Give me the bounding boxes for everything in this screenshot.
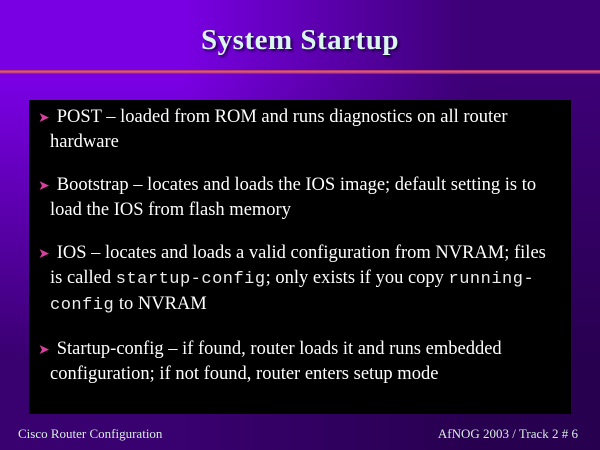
slide-title: System Startup <box>201 24 399 56</box>
bullet-item-ios <box>38 241 559 318</box>
inline-code-running-config: running-config <box>50 270 535 315</box>
bullet-text: Startup-config – if found, router loads it and runs embedded configuration; if not found, router enters setup mode <box>50 339 502 384</box>
arrow-bullet-icon: ➤ <box>38 178 50 194</box>
bullet-item-post <box>38 105 559 154</box>
bullet-text: ; only exists if you copy <box>265 268 449 288</box>
arrow-bullet-icon: ➤ <box>38 246 50 262</box>
arrow-bullet-icon: ➤ <box>38 110 50 126</box>
bullet-text: Bootstrap – locates and loads the IOS image; default setting is to load the IOS from flash memory <box>50 175 537 220</box>
footer-right-label: AfNOG 2003 / Track 2 # 6 <box>437 426 578 441</box>
bullet-item-startup-config <box>38 337 559 386</box>
inline-code-startup-config: startup-config <box>115 270 266 289</box>
arrow-bullet-icon: ➤ <box>38 342 50 358</box>
bullet-item-bootstrap <box>38 173 559 222</box>
bullet-text: POST – loaded from ROM and runs diagnostics on all router hardware <box>50 107 508 152</box>
bullet-text: IOS – locates and loads a valid configuration from NVRAM; files is called <box>50 243 546 288</box>
footer-left-label: Cisco Router Configuration <box>18 426 163 441</box>
bullet-text: to NVRAM <box>114 294 207 314</box>
title-underline-rule <box>0 70 600 74</box>
content-box <box>29 100 571 414</box>
